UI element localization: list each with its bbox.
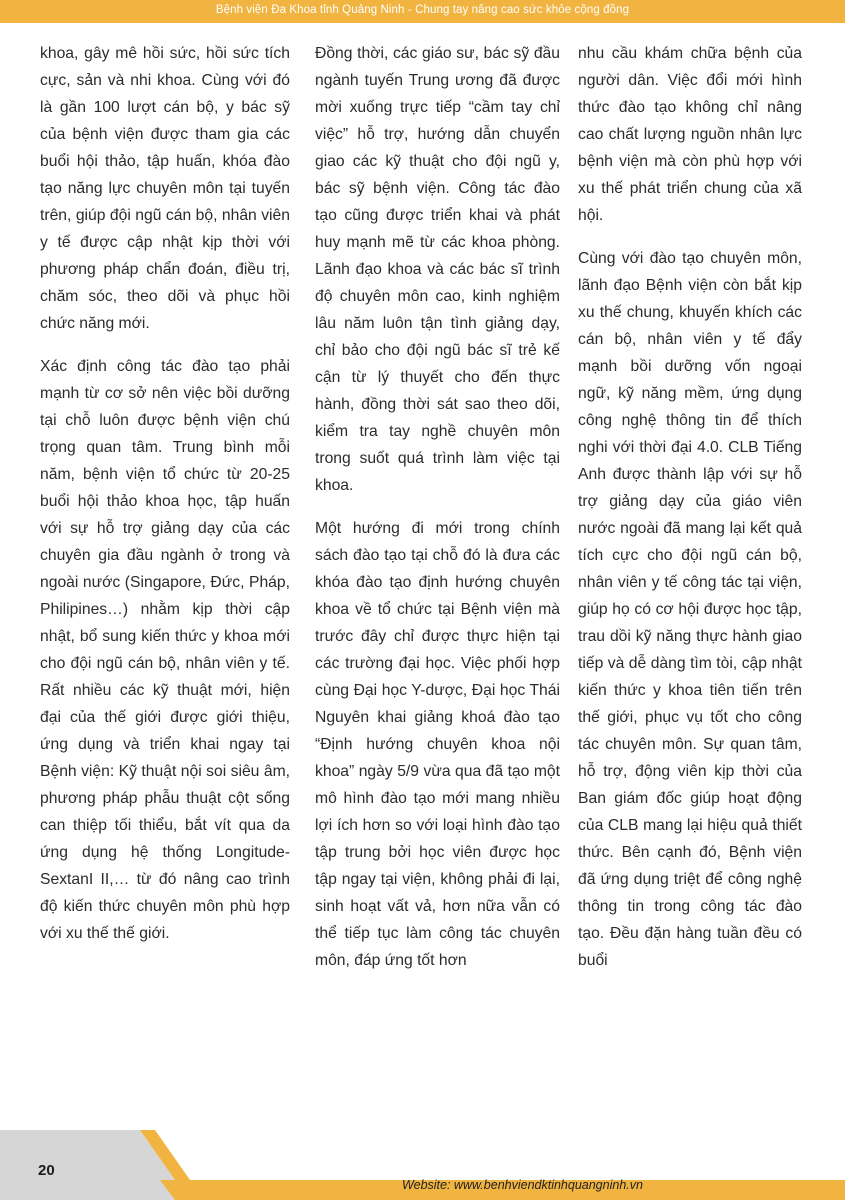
paragraph: Cùng với đào tạo chuyên môn, lãnh đạo Bệnh viện còn bắt kịp xu thế chung, khuyến khích các cán bộ, nhân viên y tế đẩy mạnh bồi dưỡng vốn ngoại ngữ, kỹ năng mềm, ứng dụng công nghệ thông tin để thích nghi với thời đại 4.0. CLB Tiếng Anh được thành lập với sự hỗ trợ giảng dạy của giáo viên nước ngoài đã mang lại kết quả tích cực cho đội ngũ cán bộ, nhân viên y tế công tác tại viện, giúp họ có cơ hội được học tập, trau dồi kỹ năng thực hành giao tiếp và dễ dàng tìm tòi, cập nhật kiến thức y khoa tiên tiến trên thế giới, phục vụ tốt cho công tác chuyên môn. Sự quan tâm, hỗ trợ, động viên kịp thời của Ban giám đốc giúp hoạt động của CLB mang lại hiệu quả thiết thức. Bên cạnh đó, Bệnh viện đã ứng dụng triệt để công nghệ thông tin trong công tác đào tạo. Đều đặn hàng tuần đều có buổi [578,250,802,969]
paragraph: khoa, gây mê hồi sức, hồi sức tích cực, sản và nhi khoa. Cùng với đó là gần 100 lượt cán bộ, y bác sỹ của bệnh viện được tham gia các buổi hội thảo, tập huấn, khóa đào tạo năng lực chuyên môn tại tuyến trên, giúp đội ngũ cán bộ, nhân viên y tế được cập nhật kịp thời với phương pháp chẩn đoán, điều trị, chăm sóc, theo dõi và phục hồi chức năng mới. [40,45,290,332]
website-link[interactable]: Website: www.benhviendktinhquangninh.vn [402,1178,643,1192]
paragraph: nhu cầu khám chữa bệnh của người dân. Việc đổi mới hình thức đào tạo không chỉ nâng cao chất lượng nguồn nhân lực bệnh viện mà còn phù hợp với xu thế phát triển chung của xã hội. [578,45,802,224]
column-3 [578,40,802,990]
column-1 [40,40,290,963]
paragraph: Đồng thời, các giáo sư, bác sỹ đầu ngành tuyến Trung ương đã được mời xuống trực tiếp “cầm tay chỉ việc” hỗ trợ, hướng dẫn chuyển giao các kỹ thuật cho đội ngũ y, bác sỹ bệnh viện. Công tác đào tạo cũng được triển khai và phát huy mạnh mẽ từ các khoa phòng. Lãnh đạo khoa và các bác sĩ trình độ chuyên môn cao, kinh nghiệm lâu năm luôn tận tình giảng dạy, chỉ bảo cho đội ngũ bác sĩ trẻ kế cận từ lý thuyết cho đến thực hành, đồng thời sát sao theo dõi, kiểm tra tay nghề chuyên môn trong suốt quá trình làm việc tại khoa. [315,45,560,494]
page-number: 20 [38,1162,55,1179]
column-2 [315,40,560,990]
paragraph: Xác định công tác đào tạo phải mạnh từ cơ sở nên việc bồi dưỡng tại chỗ luôn được bệnh viện chú trọng quan tâm. Trung bình mỗi năm, bệnh viện tổ chức từ 20-25 buổi hội thảo khoa học, tập huấn với sự hỗ trợ giảng dạy của các chuyên gia đầu ngành ở trong và ngoài nước (Singapore, Đức, Pháp, Philipines…) nhằm kịp thời cập nhật, bổ sung kiến thức y khoa mới cho đội ngũ cán bộ, nhân viên y tế. Rất nhiều các kỹ thuật mới, hiện đại của thế giới được giới thiệu, ứng dụng và triển khai ngay tại Bệnh viện: Kỹ thuật nội soi siêu âm, phương pháp phẫu thuật cột sống can thiệp tối thiểu, bắt vít qua da ứng dụng hệ thống Longitude-SextanI II,… từ đó nâng cao trình độ kiến thức chuyên môn phù hợp với xu thế thế giới. [40,358,290,942]
paragraph: Một hướng đi mới trong chính sách đào tạo tại chỗ đó là đưa các khóa đào tạo định hướng chuyên khoa về tổ chức tại Bệnh viện mà trước đây chỉ được thực hiện tại các trường đại học. Việc phối hợp cùng Đại học Y-dược, Đại học Thái Nguyên khai giảng khoá đào tạo “Định hướng chuyên khoa nội khoa” ngày 5/9 vừa qua đã tạo một mô hình đào tạo mới mang nhiều lợi ích hơn so với loại hình đào tạo tập trung bởi học viên được học tập ngay tại viện, không phải đi lại, sinh hoạt vất vả, hơn nữa vẫn có thể tiếp tục làm công tác chuyên môn, đáp ứng tốt hơn [315,520,560,969]
header-title: Bệnh viện Đa Khoa tỉnh Quảng Ninh - Chung tay nâng cao sức khỏe cộng đồng [215,4,630,16]
